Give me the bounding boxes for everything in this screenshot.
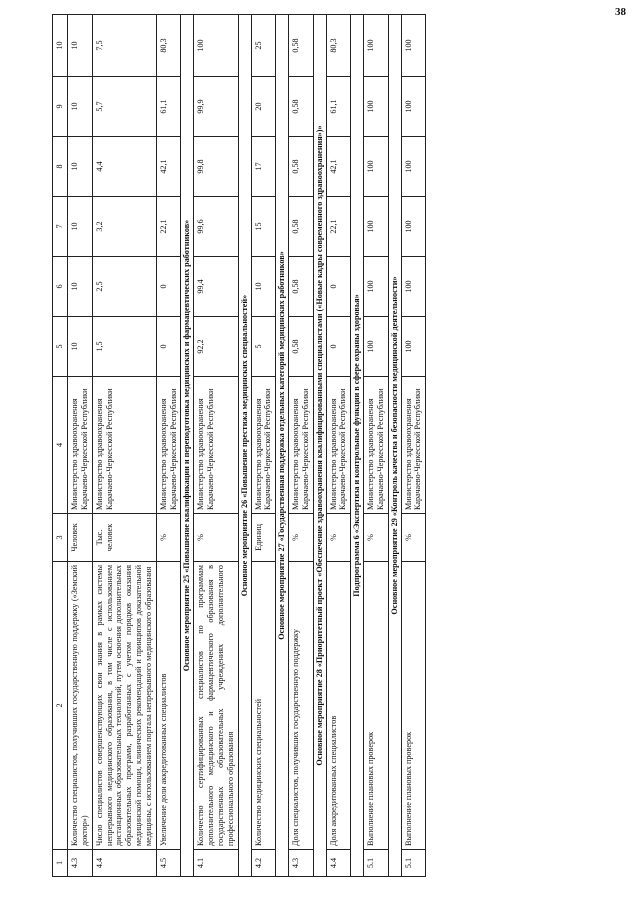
col-header: 5 [53,317,68,377]
value-cell: 0,58 [289,317,314,377]
row-number: 5.1 [401,850,426,877]
indicator-name: Доля аккредитованных специалистов [326,562,351,850]
value-cell: 0,58 [289,77,314,137]
section-row [388,15,401,877]
value-cell: 100 [401,137,426,197]
unit-cell: Человек [68,514,93,562]
value-cell: 22,1 [326,197,351,257]
indicator-name: Количество специалистов, получивших государственную поддержку («Земский доктор») [68,562,93,850]
col-header: 7 [53,197,68,257]
value-cell: 100 [364,317,389,377]
value-cell: 0 [326,317,351,377]
indicator-name: Выполнение плановых проверок [364,562,389,850]
value-cell: 61,1 [156,77,181,137]
row-number: 4.3 [289,850,314,877]
value-cell: 5 [251,317,276,377]
row-number: 4.4 [92,850,156,877]
value-cell: 42,1 [326,137,351,197]
indicator-name: Число специалистов совершенствующих свои знания в рамках системы непрерывного медицинского образования, в том числе с использованием дистанционных образовательных технологий, путем освоения дополнительных образовательных программ, разработанных с учетом порядков оказания медицинской помощи, клинических рекомендаций и принципов доказательной медицины, с использованием портала непрерывного медицинского образования [92,562,156,850]
indicator-name: Увеличение доли аккредитованных специалистов [156,562,181,850]
value-cell: 17 [251,137,276,197]
responsible-org: Министерство здравоохранения Карачаево-Черкесской Республики [289,377,314,514]
value-cell: 42,1 [156,137,181,197]
value-cell: 99,8 [194,137,238,197]
unit-cell: % [194,514,238,562]
value-cell: 0,58 [289,137,314,197]
value-cell: 0 [326,257,351,317]
row-number: 4.3 [68,850,93,877]
section-title: Основное мероприятие 26 «Повышение престижа медицинских специальностей» [238,15,251,877]
value-cell: 100 [401,77,426,137]
value-cell: 0 [156,317,181,377]
value-cell: 3,2 [92,197,156,257]
value-cell: 10 [68,257,93,317]
col-header: 9 [53,77,68,137]
value-cell: 0,58 [289,197,314,257]
value-cell: 92,2 [194,317,238,377]
section-title: Основное мероприятие 27 «Государственная поддержка отдельных категорий медицинских работников» [276,15,289,877]
value-cell: 100 [364,197,389,257]
indicators-table [52,14,426,877]
value-cell: 22,1 [156,197,181,257]
row-number: 4.1 [194,850,238,877]
value-cell: 80,3 [156,15,181,77]
indicator-name: Доля специалистов, получивших государственную поддержку [289,562,314,850]
unit-cell: % [364,514,389,562]
indicator-name: Выполнение плановых проверок [401,562,426,850]
table-row [156,15,181,877]
value-cell: 99,4 [194,257,238,317]
col-header: 3 [53,514,68,562]
table-row [326,15,351,877]
value-cell: 10 [68,15,93,77]
value-cell: 7,5 [92,15,156,77]
value-cell: 25 [251,15,276,77]
section-row [238,15,251,877]
responsible-org: Министерство здравоохранения Карачаево-Черкесской Республики [326,377,351,514]
col-header: 6 [53,257,68,317]
section-row [276,15,289,877]
row-number: 4.2 [251,850,276,877]
value-cell: 0,58 [289,257,314,317]
row-number: 4.5 [156,850,181,877]
unit-cell: Единиц [251,514,276,562]
unit-cell: Тыс. человек [92,514,156,562]
rotated-table-wrapper [52,15,628,877]
section-row [313,15,326,877]
value-cell: 10 [68,77,93,137]
table-row [68,15,93,877]
header-row [53,15,68,877]
value-cell: 80,3 [326,15,351,77]
responsible-org: Министерство здравоохранения Карачаево-Черкесской Республики [401,377,426,514]
table-body [68,15,426,877]
value-cell: 5,7 [92,77,156,137]
col-header: 1 [53,850,68,877]
value-cell: 99,6 [194,197,238,257]
section-title: Подпрограмма 6 «Экспертиза и контрольные функции в сфере охраны здоровья» [351,15,364,877]
table-row [251,15,276,877]
value-cell: 10 [68,197,93,257]
table-row [92,15,156,877]
value-cell: 10 [251,257,276,317]
value-cell: 100 [401,197,426,257]
value-cell: 0 [156,257,181,317]
value-cell: 100 [364,257,389,317]
value-cell: 100 [364,15,389,77]
col-header: 10 [53,15,68,77]
value-cell: 4,4 [92,137,156,197]
responsible-org: Министерство здравоохранения Карачаево-Черкесской Республики [92,377,156,514]
col-header: 8 [53,137,68,197]
table-row [401,15,426,877]
responsible-org: Министерство здравоохранения Карачаево-Черкесской Республики [194,377,238,514]
unit-cell: % [156,514,181,562]
responsible-org: Министерство здравоохранения Карачаево-Черкесской Республики [364,377,389,514]
indicator-name: Количество медицинских специальностей [251,562,276,850]
col-header: 4 [53,377,68,514]
section-title: Основное мероприятие 29 «Контроль качества и безопасности медицинской деятельности» [388,15,401,877]
table-row [194,15,238,877]
unit-cell: % [289,514,314,562]
col-header: 2 [53,562,68,850]
responsible-org: Министерство здравоохранения Карачаево-Черкесской Республики [251,377,276,514]
table-row [289,15,314,877]
value-cell: 10 [68,317,93,377]
row-number: 5.1 [364,850,389,877]
section-title: Основное мероприятие 28 «Приоритетный проект «Обеспечение здравоохранения квалифицированными специалистами («Новые кадры современного здравоохранения»)» [313,15,326,877]
value-cell: 100 [401,15,426,77]
value-cell: 61,1 [326,77,351,137]
value-cell: 20 [251,77,276,137]
responsible-org: Министерство здравоохранения Карачаево-Черкесской Республики [68,377,93,514]
table-row [364,15,389,877]
value-cell: 10 [68,137,93,197]
section-row [351,15,364,877]
section-row [181,15,194,877]
responsible-org: Министерство здравоохранения Карачаево-Черкесской Республики [156,377,181,514]
indicator-name: Количество сертифицированных специалистов по программам дополнительного медицинского и фармацевтического образования в государственных образовательных учреждениях дополнительного профессионального образования [194,562,238,850]
value-cell: 99,9 [194,77,238,137]
value-cell: 100 [364,137,389,197]
value-cell: 1,5 [92,317,156,377]
value-cell: 100 [364,77,389,137]
unit-cell: % [326,514,351,562]
row-number: 4.4 [326,850,351,877]
page-number: 38 [615,6,626,18]
unit-cell: % [401,514,426,562]
value-cell: 100 [401,317,426,377]
value-cell: 100 [194,15,238,77]
value-cell: 100 [401,257,426,317]
value-cell: 15 [251,197,276,257]
section-title: Основное мероприятие 25 «Повышение квалификации и переподготовка медицинских и фармацевтических работников» [181,15,194,877]
value-cell: 2,5 [92,257,156,317]
value-cell: 0,58 [289,15,314,77]
